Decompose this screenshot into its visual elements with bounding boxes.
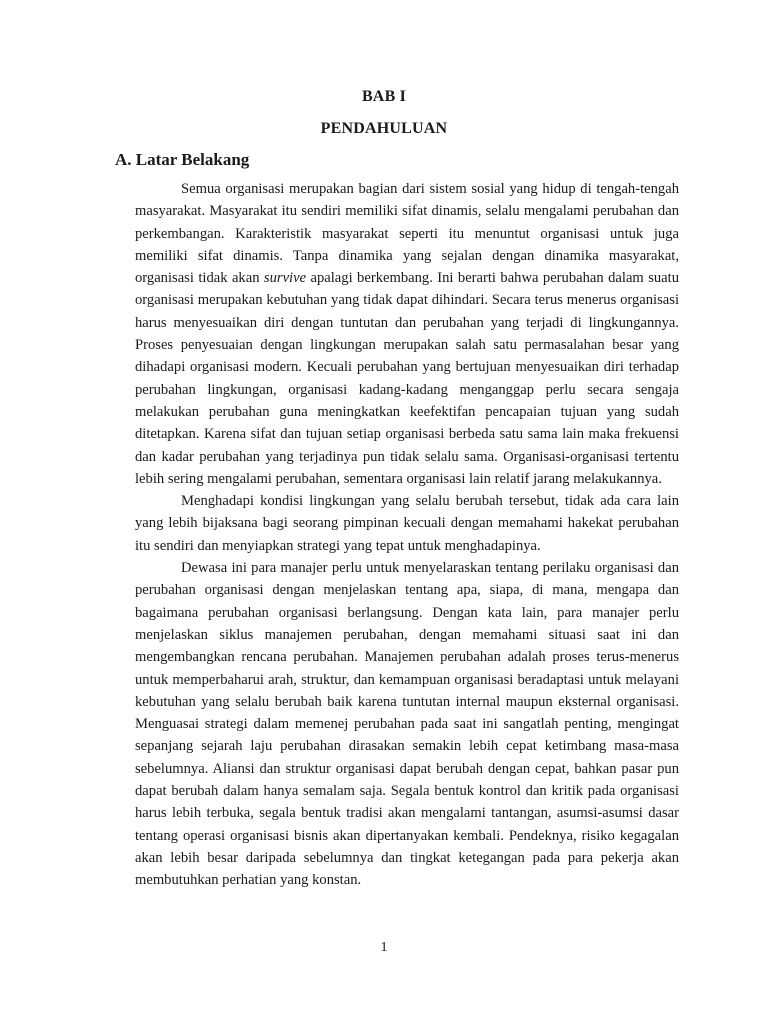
body-text [135, 178, 679, 892]
paragraph-2: Menghadapi kondisi lingkungan yang selalu berubah tersebut, tidak ada cara lain yang lebih bijaksana bagi seorang pimpinan kecuali dengan memahami hakekat perubahan itu sendiri dan menyiapkan strategi yang tepat untuk menghadapinya. [135, 493, 679, 554]
paragraph-1-part-a: Semua organisasi merupakan bagian dari sistem sosial yang hidup di tengah-tengah masyarakat. Masyarakat itu sendiri memiliki sifat dinamis, selalu mengalami perubahan dan perkembangan. Karakteristik masyarakat seperti itu menuntut organisasi untuk juga memiliki sifat dinamis. Tanpa dinamika yang sejalan dengan dinamika masyarakat, organisasi tidak akan [135, 181, 679, 287]
page-number: 1 [380, 940, 388, 955]
chapter-title: PENDAHULUAN [320, 120, 448, 137]
paragraph-3: Dewasa ini para manajer perlu untuk menyelaraskan tentang perilaku organisasi dan perubahan organisasi dengan menjelaskan tentang apa, siapa, di mana, mengapa dan bagaimana perubahan organisasi berlangsung. Dengan kata lain, para manajer perlu menjelaskan siklus manajemen perubahan, dengan memahami situasi saat ini dan mengembangkan rencana perubahan. Manajemen perubahan adalah proses terus-menerus untuk memperbaharui arah, struktur, dan kemampuan organisasi beradaptasi untuk melayani kebutuhan yang selalu berubah baik karena tuntutan internal maupun eksternal organisasi. Menguasai strategi dalam memenej perubahan pada saat ini sangatlah penting, mengingat sepanjang sejarah laju perubahan dirasakan semakin lebih cepat ketimbang masa-masa sebelumnya. Aliansi dan struktur organisasi dapat berubah dengan cepat, bahkan pasar pun dapat berubah dalam hanya semalam saja. Segala bentuk kontrol dan kritik pada organisasi harus lebih terbuka, segala bentuk tradisi akan mengalami tantangan, asumsi-asumsi dasar tentang operasi organisasi bisnis akan dipertanyakan kembali. Pendeknya, risiko kegagalan akan lebih besar daripada sebelumnya dan tingkat ketegangan pada para pekerja akan membutuhkan perhatian yang konstan. [135, 560, 679, 889]
emphasis-survive: survive [263, 270, 307, 287]
paragraph-1 [135, 178, 679, 490]
section-heading: A. Latar Belakang [115, 150, 250, 169]
chapter-number: BAB I [361, 88, 407, 105]
paragraph-1-part-b: apalagi berkembang. Ini berarti bahwa perubahan dalam suatu organisasi merupakan kebutuhan yang tidak dapat dihindari. Secara terus menerus organisasi harus menyesuaikan diri dengan tuntutan dan perubahan yang terjadi di lingkungannya. Proses penyesuaian dengan lingkungan merupakan salah satu permasalahan besar yang dihadapi organisasi modern. Kecuali perubahan yang bertujuan menyesuaikan diri terhadap perubahan lingkungan, organisasi kadang-kadang menganggap perlu secara sengaja melakukan perubahan guna meningkatkan keefektifan pencapaian tujuan yang sudah ditetapkan. Karena sifat dan tujuan setiap organisasi berbeda satu sama lain maka frekuensi dan kadar perubahan yang terjadinya pun tidak selalu sama. Organisasi-organisasi tertentu lebih sering mengalami perubahan, sementara organisasi lain relatif jarang melakukannya. [135, 270, 680, 487]
